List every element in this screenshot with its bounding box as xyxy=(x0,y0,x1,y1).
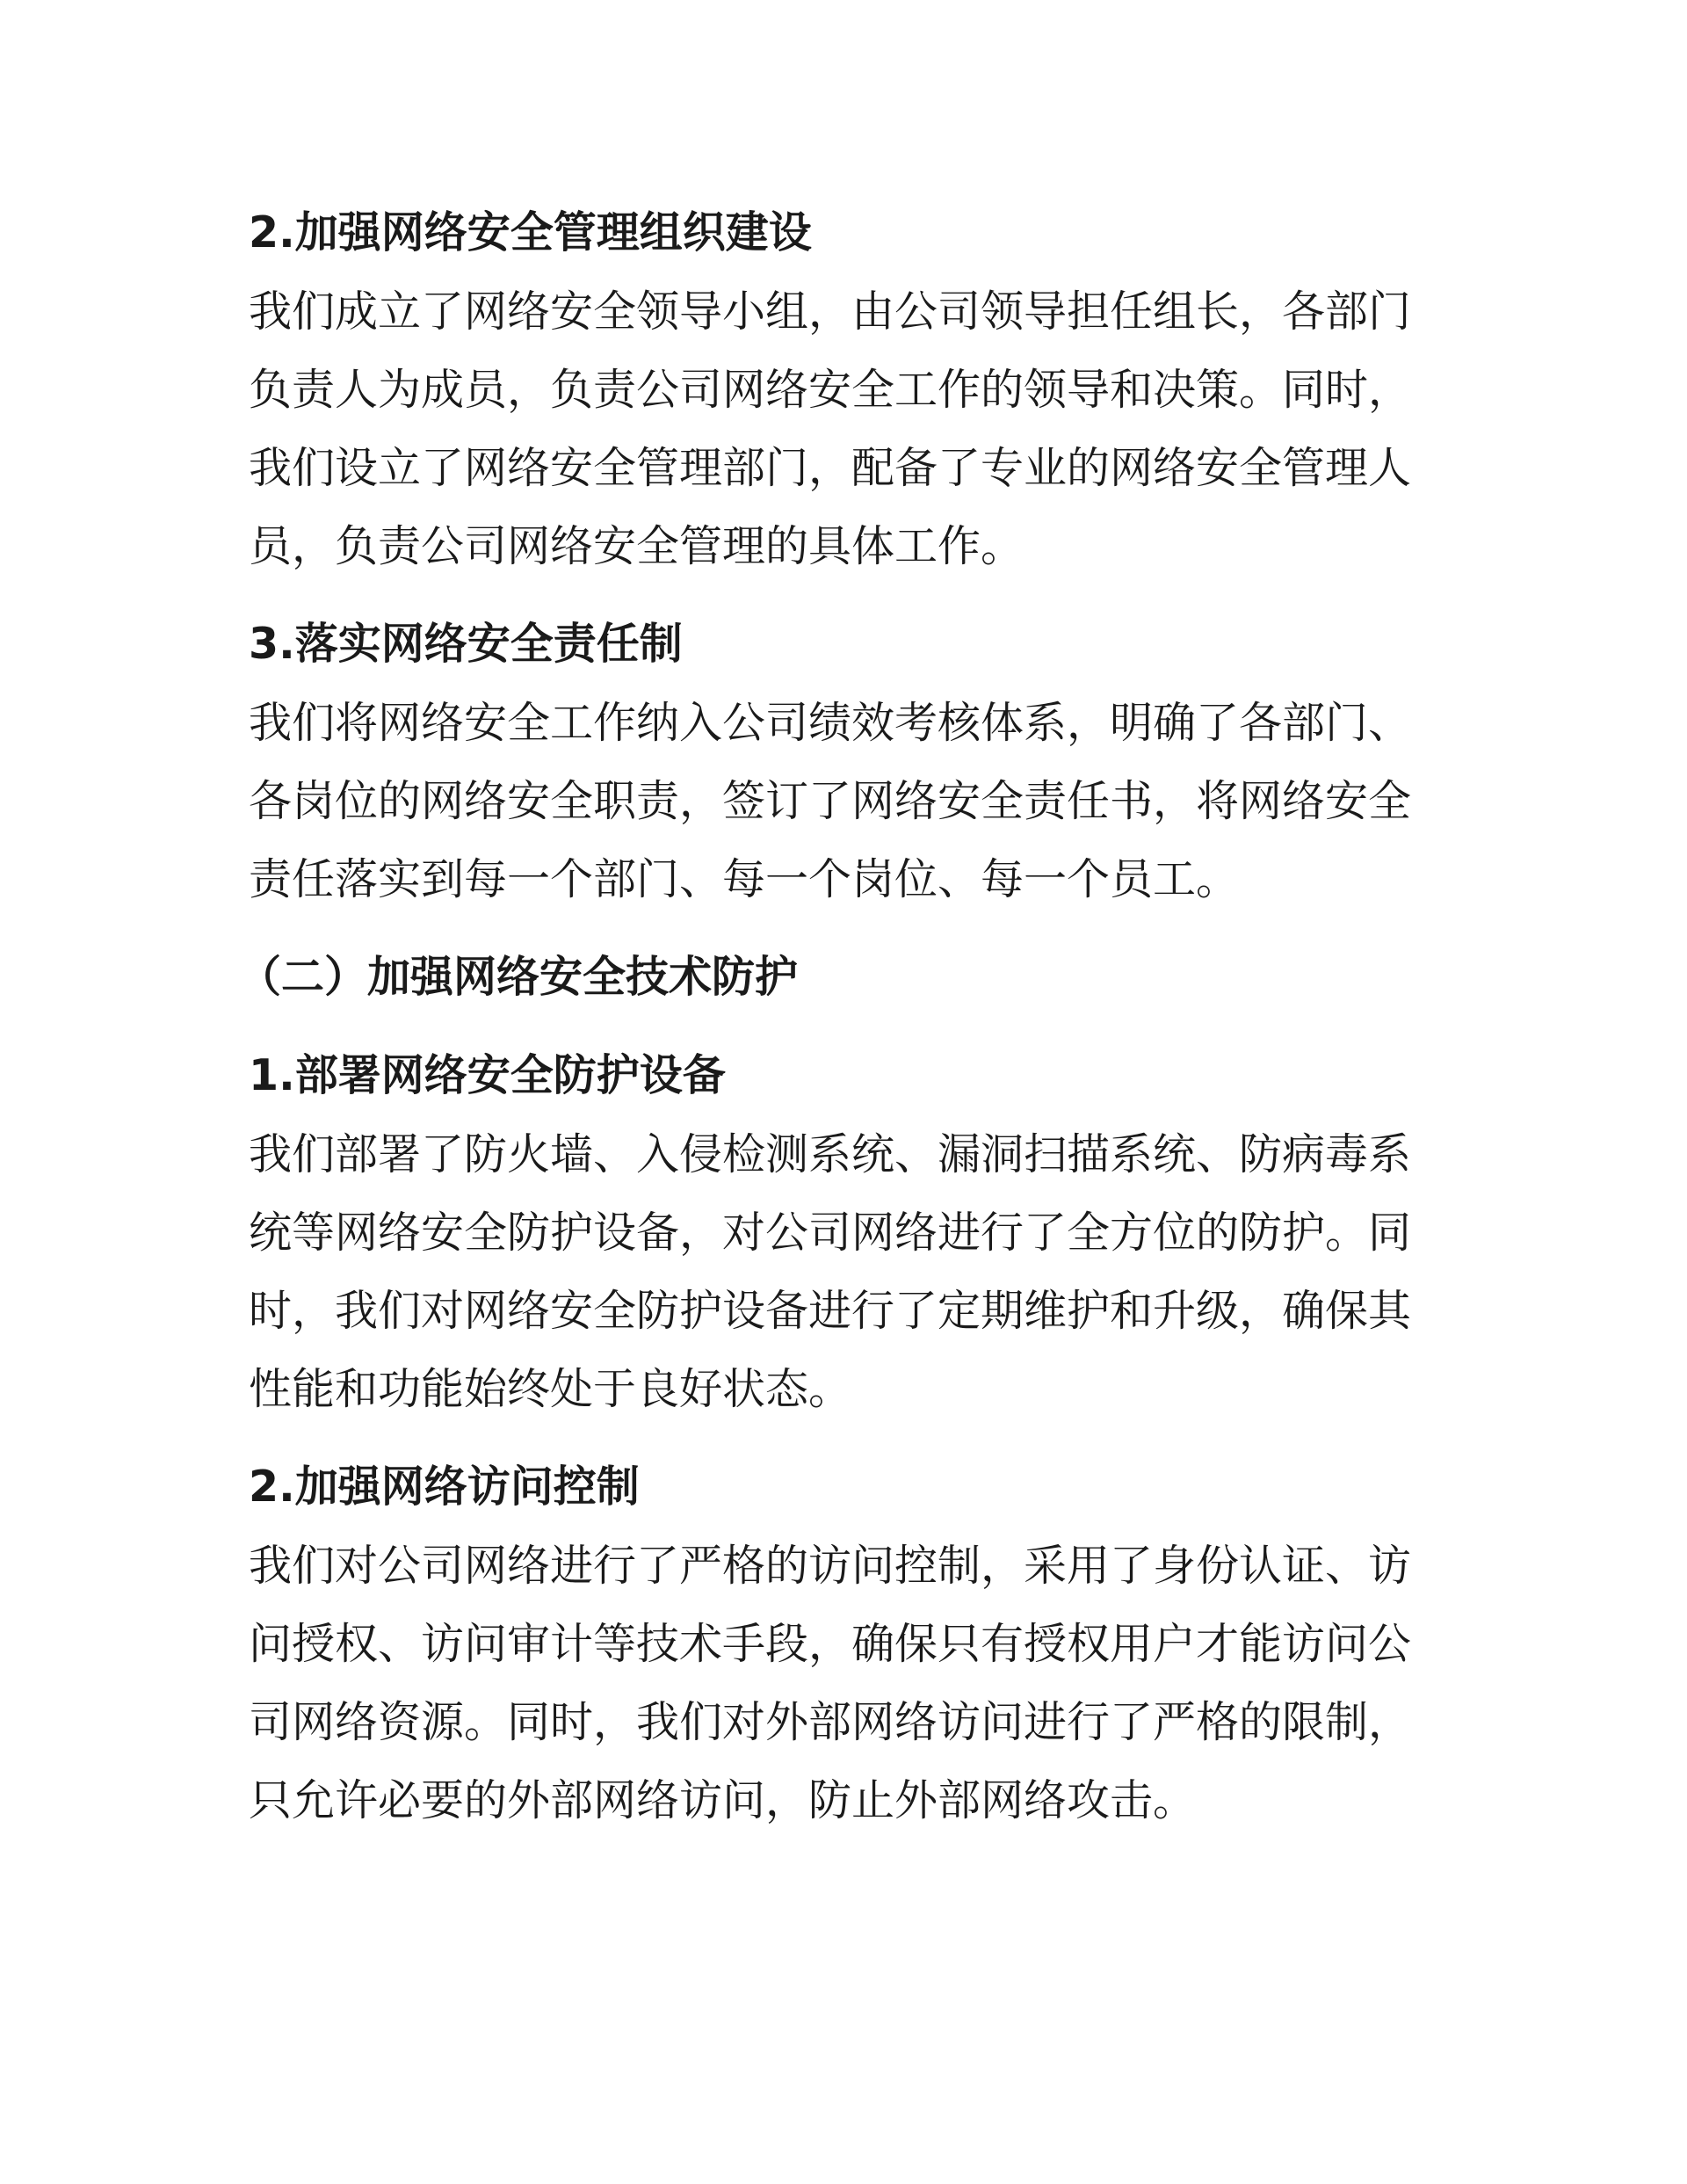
paragraph xyxy=(249,272,1444,585)
spacer xyxy=(249,585,1444,605)
section-heading: 3.落实网络安全责任制 xyxy=(249,619,683,669)
paragraph xyxy=(249,1115,1444,1428)
chapter-heading: （二）加强网络安全技术防护 xyxy=(238,952,799,1002)
paragraph-line: 各岗位的网络安全职责，签订了网络安全责任书，将网络安全 xyxy=(249,776,1412,826)
spacer xyxy=(249,1428,1444,1448)
paragraph xyxy=(249,684,1444,918)
spacer xyxy=(249,918,1444,938)
paragraph-line: 负责人为成员，负责公司网络安全工作的领导和决策。同时， xyxy=(249,365,1412,415)
paragraph-line: 性能和功能始终处于良好状态。 xyxy=(249,1364,852,1414)
paragraph-line: 我们设立了网络安全管理部门，配备了专业的网络安全管理人 xyxy=(249,443,1412,493)
paragraph-line: 司网络资源。同时，我们对外部网络访问进行了严格的限制， xyxy=(249,1697,1412,1747)
paragraph-line: 我们部署了防火墙、入侵检测系统、漏洞扫描系统、防病毒系 xyxy=(249,1129,1412,1179)
paragraph-line: 问授权、访问审计等技术手段，确保只有授权用户才能访问公 xyxy=(249,1619,1412,1669)
paragraph-line: 责任落实到每一个部门、每一个岗位、每一个员工。 xyxy=(249,854,1240,904)
spacer xyxy=(249,1017,1444,1036)
section-heading: 2.加强网络安全管理组织建设 xyxy=(249,207,812,258)
document-page xyxy=(238,193,1444,1839)
paragraph-line: 我们成立了网络安全领导小组，由公司领导担任组长，各部门 xyxy=(249,287,1412,337)
paragraph-line: 我们对公司网络进行了严格的访问控制，采用了身份认证、访 xyxy=(249,1541,1412,1591)
paragraph xyxy=(249,1527,1444,1839)
paragraph-line: 时，我们对网络安全防护设备进行了定期维护和升级，确保其 xyxy=(249,1286,1412,1336)
paragraph-line: 只允许必要的外部网络访问，防止外部网络攻击。 xyxy=(249,1775,1197,1825)
paragraph-line: 统等网络安全防护设备，对公司网络进行了全方位的防护。同 xyxy=(249,1208,1412,1258)
paragraph-line: 我们将网络安全工作纳入公司绩效考核体系，明确了各部门、 xyxy=(249,698,1412,748)
section-heading: 2.加强网络访问控制 xyxy=(249,1462,640,1512)
section-heading: 1.部署网络安全防护设备 xyxy=(249,1050,726,1100)
paragraph-line: 员，负责公司网络安全管理的具体工作。 xyxy=(249,521,1025,571)
